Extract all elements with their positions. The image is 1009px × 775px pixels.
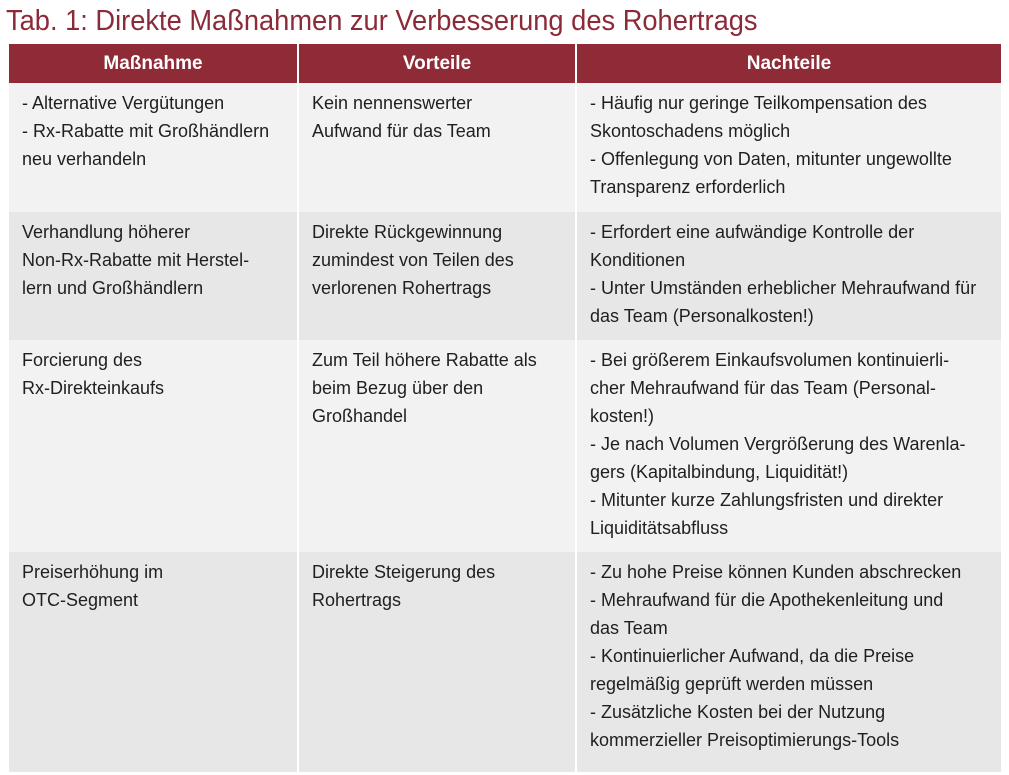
cell-line: neu verhandeln <box>22 149 147 169</box>
cell-line: - Häufig nur geringe Teilkompensation des <box>590 93 927 113</box>
cell-line: Transparenz erforderlich <box>590 177 786 197</box>
cell-line: Direkte Rückgewinnung <box>312 222 503 242</box>
column-divider <box>297 44 299 772</box>
cell-line: Rx-Direkteinkaufs <box>22 378 165 398</box>
cell-line: Konditionen <box>590 250 686 270</box>
cell-nachteile <box>577 340 1001 552</box>
cell-nachteile <box>577 552 1001 772</box>
table-title: Tab. 1: Direkte Maßnahmen zur Verbesserung des Rohertrags <box>6 5 758 37</box>
cell-line: Direkte Steigerung des <box>312 562 496 582</box>
cell-line: Rohertrags <box>312 590 402 610</box>
cell-line: Skontoschadens möglich <box>590 121 791 141</box>
cell-line: - Mehraufwand für die Apothekenleitung und <box>590 590 944 610</box>
table-header <box>9 44 1001 83</box>
cell-line: zumindest von Teilen des <box>312 250 514 270</box>
cell-line: Zum Teil höhere Rabatte als <box>312 350 537 370</box>
measures-table <box>9 44 1001 772</box>
column-divider <box>575 44 577 772</box>
header-massnahme: Maßnahme <box>103 53 203 74</box>
cell-line: - Mitunter kurze Zahlungsfristen und direkter <box>590 490 944 510</box>
cell-line: verlorenen Rohertrags <box>312 278 492 298</box>
cell-line: Non-Rx-Rabatte mit Herstel- <box>22 250 250 270</box>
cell-line: - Offenlegung von Daten, mitunter ungewollte <box>590 149 952 169</box>
cell-line: Kein nennenswerter <box>312 93 473 113</box>
cell-massnahme <box>9 212 297 340</box>
cell-line: - Erfordert eine aufwändige Kontrolle der <box>590 222 915 242</box>
cell-line: Forcierung des <box>22 350 143 370</box>
cell-line: lern und Großhändlern <box>22 278 204 298</box>
table-row <box>9 552 1001 772</box>
header-nachteile: Nachteile <box>746 53 832 74</box>
cell-line: - Rx-Rabatte mit Großhändlern <box>22 121 270 141</box>
cell-line: gers (Kapitalbindung, Liquidität!) <box>590 462 849 482</box>
cell-vorteile <box>299 552 575 772</box>
cell-nachteile <box>577 83 1001 212</box>
cell-line: Verhandlung höherer <box>22 222 191 242</box>
cell-line: regelmäßig geprüft werden müssen <box>590 674 874 694</box>
cell-line: cher Mehraufwand für das Team (Personal- <box>590 378 936 398</box>
cell-massnahme <box>9 83 297 212</box>
cell-massnahme <box>9 552 297 772</box>
cell-line: Preiserhöhung im <box>22 562 164 582</box>
cell-line: beim Bezug über den <box>312 378 484 398</box>
cell-line: - Zusätzliche Kosten bei der Nutzung <box>590 702 886 722</box>
cell-line: Liquiditätsabfluss <box>590 518 729 538</box>
cell-line: - Unter Umständen erheblicher Mehraufwand für <box>590 278 977 298</box>
cell-line: Großhandel <box>312 406 408 426</box>
cell-line: - Alternative Vergütungen <box>22 93 225 113</box>
cell-line: kommerzieller Preisoptimierungs-Tools <box>590 730 900 750</box>
cell-massnahme <box>9 340 297 552</box>
cell-line: - Bei größerem Einkaufsvolumen kontinuierli- <box>590 350 950 370</box>
cell-line: OTC-Segment <box>22 590 139 610</box>
cell-nachteile <box>577 212 1001 340</box>
cell-line: das Team <box>590 618 668 638</box>
cell-vorteile <box>299 212 575 340</box>
cell-vorteile <box>299 83 575 212</box>
cell-line: - Kontinuierlicher Aufwand, da die Preise <box>590 646 915 666</box>
cell-line: Aufwand für das Team <box>312 121 491 141</box>
table-row <box>9 340 1001 552</box>
cell-line: das Team (Personalkosten!) <box>590 306 814 326</box>
cell-line: - Zu hohe Preise können Kunden abschrecken <box>590 562 962 582</box>
cell-vorteile <box>299 340 575 552</box>
cell-line: kosten!) <box>590 406 655 426</box>
header-vorteile: Vorteile <box>402 53 472 74</box>
table-row <box>9 212 1001 340</box>
table-row <box>9 83 1001 212</box>
cell-line: - Je nach Volumen Vergrößerung des Warenla- <box>590 434 966 454</box>
